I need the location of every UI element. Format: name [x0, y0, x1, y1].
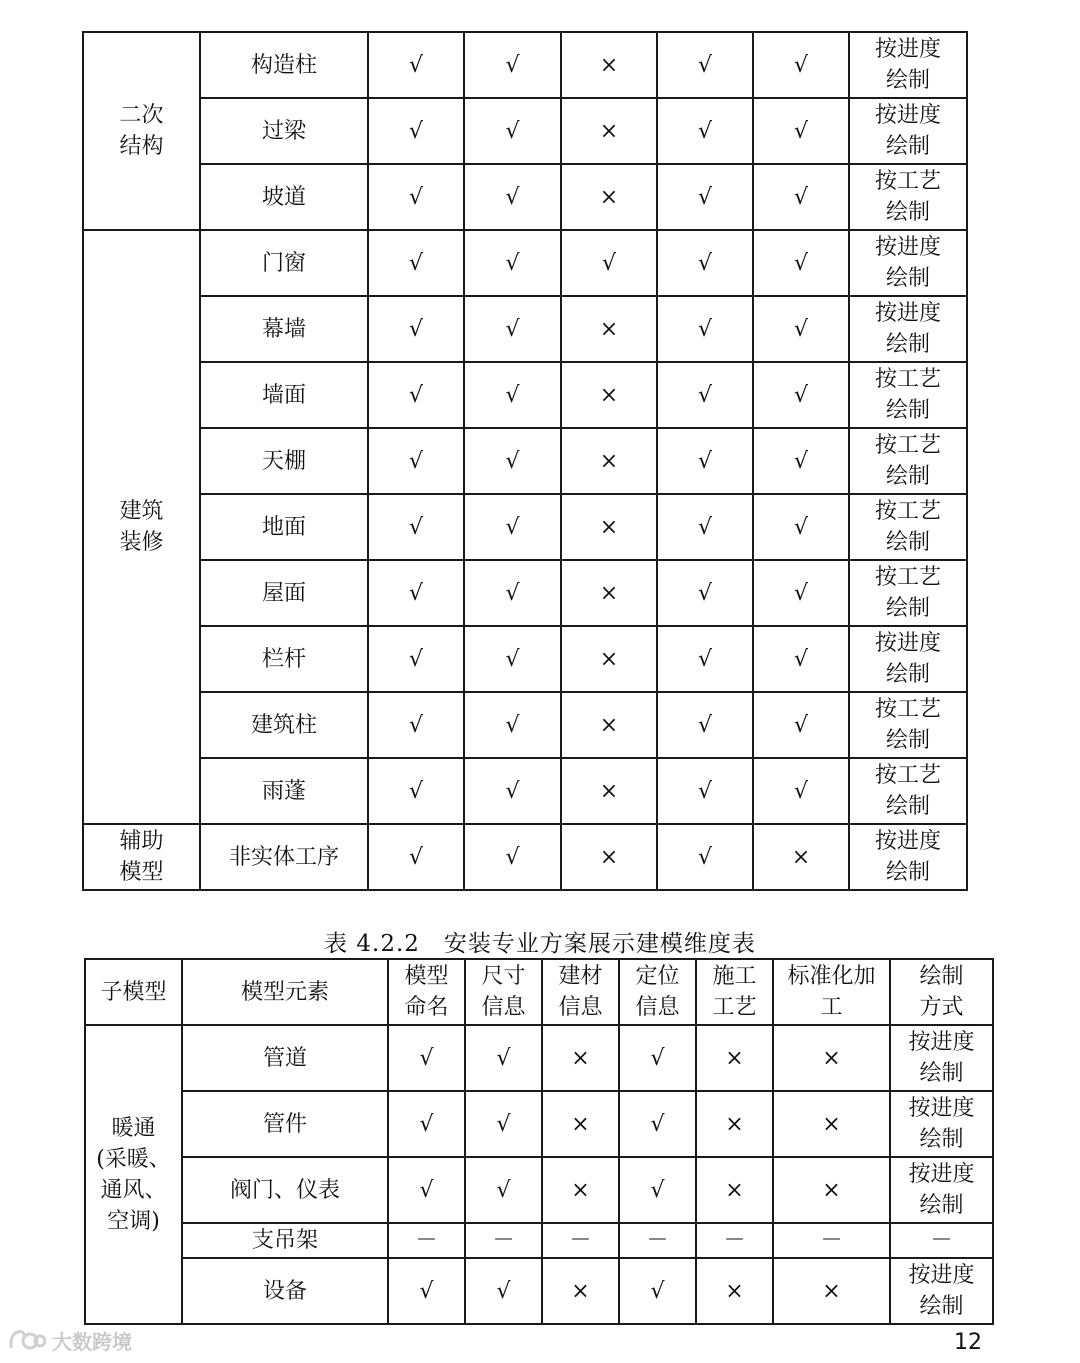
header-row — [85, 959, 993, 1025]
page-number: 12 — [954, 1330, 982, 1355]
table-row — [83, 98, 967, 164]
column-header: 标准化加 工 — [773, 959, 890, 1025]
mark-cell: √ — [657, 428, 753, 494]
mark-cell: √ — [464, 494, 561, 560]
table-row — [83, 494, 967, 560]
mark-cell: － — [619, 1223, 696, 1258]
mark-cell: √ — [464, 296, 561, 362]
mark-cell: × — [696, 1157, 773, 1223]
mark-cell: √ — [368, 296, 464, 362]
sub-model-cell: 暖通 (采暖、 通风、 空调) — [85, 1025, 182, 1324]
table-row — [83, 758, 967, 824]
mark-cell: √ — [464, 560, 561, 626]
mark-cell: × — [561, 692, 657, 758]
mark-cell: √ — [657, 362, 753, 428]
mark-cell: √ — [368, 692, 464, 758]
mark-cell: √ — [619, 1157, 696, 1223]
mark-cell: √ — [657, 230, 753, 296]
mark-cell: √ — [753, 362, 849, 428]
mark-cell: √ — [368, 362, 464, 428]
mark-cell: √ — [388, 1025, 465, 1091]
mark-cell: √ — [368, 98, 464, 164]
table-row — [83, 230, 967, 296]
mark-cell: √ — [368, 428, 464, 494]
drawing-method-cell: 按进度 绘制 — [890, 1025, 993, 1091]
model-element-cell: 支吊架 — [182, 1223, 388, 1258]
model-element-cell: 幕墙 — [200, 296, 368, 362]
mark-cell: √ — [753, 692, 849, 758]
mark-cell: √ — [464, 428, 561, 494]
mark-cell: √ — [465, 1157, 542, 1223]
mark-cell: × — [773, 1258, 890, 1324]
column-header: 绘制 方式 — [890, 959, 993, 1025]
drawing-method-cell: 按工艺 绘制 — [849, 164, 967, 230]
model-element-cell: 雨蓬 — [200, 758, 368, 824]
model-element-cell: 管道 — [182, 1025, 388, 1091]
column-header: 定位 信息 — [619, 959, 696, 1025]
mark-cell: × — [753, 824, 849, 890]
mark-cell: √ — [753, 164, 849, 230]
model-element-cell: 墙面 — [200, 362, 368, 428]
table-row — [83, 824, 967, 890]
mark-cell: √ — [753, 428, 849, 494]
drawing-method-cell: 按进度 绘制 — [849, 98, 967, 164]
table-row — [83, 626, 967, 692]
mark-cell: √ — [368, 164, 464, 230]
mark-cell: √ — [388, 1258, 465, 1324]
mark-cell: √ — [657, 32, 753, 98]
mark-cell: √ — [368, 560, 464, 626]
table-row — [83, 164, 967, 230]
mark-cell: √ — [368, 626, 464, 692]
mark-cell: √ — [464, 626, 561, 692]
drawing-method-cell: 按进度 绘制 — [890, 1258, 993, 1324]
mark-cell: √ — [464, 362, 561, 428]
mark-cell: － — [542, 1223, 619, 1258]
table-row — [85, 1258, 993, 1324]
model-element-cell: 地面 — [200, 494, 368, 560]
mark-cell: × — [561, 164, 657, 230]
mark-cell: √ — [657, 494, 753, 560]
mark-cell: × — [561, 428, 657, 494]
model-element-cell: 天棚 — [200, 428, 368, 494]
mark-cell: × — [561, 626, 657, 692]
drawing-method-cell: 按工艺 绘制 — [849, 428, 967, 494]
mark-cell: √ — [657, 560, 753, 626]
mark-cell: － — [465, 1223, 542, 1258]
mark-cell: × — [561, 758, 657, 824]
mark-cell: √ — [753, 98, 849, 164]
mark-cell: √ — [619, 1091, 696, 1157]
mark-cell: √ — [753, 32, 849, 98]
drawing-method-cell: 按进度 绘制 — [849, 296, 967, 362]
mark-cell: √ — [368, 758, 464, 824]
drawing-method-cell: 按工艺 绘制 — [849, 494, 967, 560]
mark-cell: × — [696, 1091, 773, 1157]
drawing-method-cell: 按进度 绘制 — [849, 626, 967, 692]
mark-cell: √ — [657, 692, 753, 758]
model-element-cell: 门窗 — [200, 230, 368, 296]
mark-cell: × — [561, 824, 657, 890]
drawing-method-cell: 按进度 绘制 — [849, 824, 967, 890]
model-element-cell: 屋面 — [200, 560, 368, 626]
mark-cell: × — [696, 1258, 773, 1324]
mark-cell: √ — [619, 1258, 696, 1324]
table-row — [85, 1223, 993, 1258]
mark-cell: × — [773, 1025, 890, 1091]
mark-cell: × — [542, 1258, 619, 1324]
drawing-method-cell: 按进度 绘制 — [890, 1157, 993, 1223]
model-element-cell: 设备 — [182, 1258, 388, 1324]
sub-model-cell: 辅助 模型 — [83, 824, 200, 890]
mark-cell: √ — [657, 164, 753, 230]
mark-cell: × — [561, 32, 657, 98]
model-element-cell: 建筑柱 — [200, 692, 368, 758]
mark-cell: √ — [465, 1258, 542, 1324]
table-row — [83, 428, 967, 494]
table-row — [83, 32, 967, 98]
drawing-method-cell: 按进度 绘制 — [849, 230, 967, 296]
model-element-cell: 非实体工序 — [200, 824, 368, 890]
mark-cell: √ — [753, 560, 849, 626]
mark-cell: √ — [657, 98, 753, 164]
drawing-method-cell: 按工艺 绘制 — [849, 758, 967, 824]
mark-cell: √ — [368, 824, 464, 890]
mark-cell: － — [773, 1223, 890, 1258]
table-row — [83, 362, 967, 428]
column-header: 模型元素 — [182, 959, 388, 1025]
watermark-logo-icon — [8, 1328, 46, 1354]
mark-cell: √ — [388, 1091, 465, 1157]
mark-cell: √ — [619, 1025, 696, 1091]
mark-cell: √ — [753, 494, 849, 560]
mark-cell: √ — [657, 824, 753, 890]
mark-cell: × — [561, 560, 657, 626]
drawing-method-cell: 按进度 绘制 — [849, 32, 967, 98]
mark-cell: × — [561, 296, 657, 362]
sub-model-cell: 建筑 装修 — [83, 230, 200, 824]
drawing-method-cell: 按进度 绘制 — [890, 1091, 993, 1157]
mark-cell: × — [561, 362, 657, 428]
mark-cell: × — [561, 98, 657, 164]
table-caption: 表 4.2.2 安装专业方案展示建模维度表 — [324, 931, 756, 957]
drawing-method-cell: 按工艺 绘制 — [849, 362, 967, 428]
mark-cell: √ — [464, 692, 561, 758]
mark-cell: × — [542, 1025, 619, 1091]
discipline-table-continued — [82, 31, 968, 891]
mark-cell: √ — [657, 758, 753, 824]
table-row — [85, 1025, 993, 1091]
mark-cell: × — [773, 1091, 890, 1157]
column-header: 建材 信息 — [542, 959, 619, 1025]
mark-cell: √ — [657, 626, 753, 692]
column-header: 施工 工艺 — [696, 959, 773, 1025]
model-element-cell: 过梁 — [200, 98, 368, 164]
mark-cell: √ — [465, 1025, 542, 1091]
mark-cell: √ — [388, 1157, 465, 1223]
model-element-cell: 坡道 — [200, 164, 368, 230]
table-row — [85, 1157, 993, 1223]
mark-cell: √ — [368, 230, 464, 296]
model-element-cell: 阀门、仪表 — [182, 1157, 388, 1223]
column-header: 尺寸 信息 — [465, 959, 542, 1025]
mark-cell: √ — [753, 296, 849, 362]
watermark — [8, 1326, 132, 1355]
column-header: 模型 命名 — [388, 959, 465, 1025]
mark-cell: √ — [368, 494, 464, 560]
watermark-text: 大数跨境 — [52, 1330, 132, 1354]
model-element-cell: 管件 — [182, 1091, 388, 1157]
model-element-cell: 构造柱 — [200, 32, 368, 98]
mark-cell: × — [696, 1025, 773, 1091]
mark-cell: √ — [464, 98, 561, 164]
mark-cell: √ — [368, 32, 464, 98]
mark-cell: － — [696, 1223, 773, 1258]
sub-model-cell: 二次 结构 — [83, 32, 200, 230]
mark-cell: √ — [753, 626, 849, 692]
mark-cell: √ — [753, 758, 849, 824]
mark-cell: × — [773, 1157, 890, 1223]
mark-cell: √ — [464, 758, 561, 824]
table-row — [83, 692, 967, 758]
mark-cell: √ — [561, 230, 657, 296]
mark-cell: － — [388, 1223, 465, 1258]
table-row — [85, 1091, 993, 1157]
model-element-cell: 栏杆 — [200, 626, 368, 692]
mark-cell: √ — [464, 32, 561, 98]
column-header: 子模型 — [85, 959, 182, 1025]
mark-cell: √ — [464, 164, 561, 230]
mark-cell: × — [561, 494, 657, 560]
mark-cell: √ — [464, 230, 561, 296]
installation-modeling-table — [84, 958, 994, 1325]
mark-cell: √ — [464, 824, 561, 890]
drawing-method-cell: 按工艺 绘制 — [849, 560, 967, 626]
mark-cell: × — [542, 1157, 619, 1223]
table-row — [83, 296, 967, 362]
drawing-method-cell: 按工艺 绘制 — [849, 692, 967, 758]
mark-cell: √ — [465, 1091, 542, 1157]
mark-cell: √ — [657, 296, 753, 362]
mark-cell: × — [542, 1091, 619, 1157]
mark-cell: √ — [753, 230, 849, 296]
table-row — [83, 560, 967, 626]
drawing-method-cell: － — [890, 1223, 993, 1258]
